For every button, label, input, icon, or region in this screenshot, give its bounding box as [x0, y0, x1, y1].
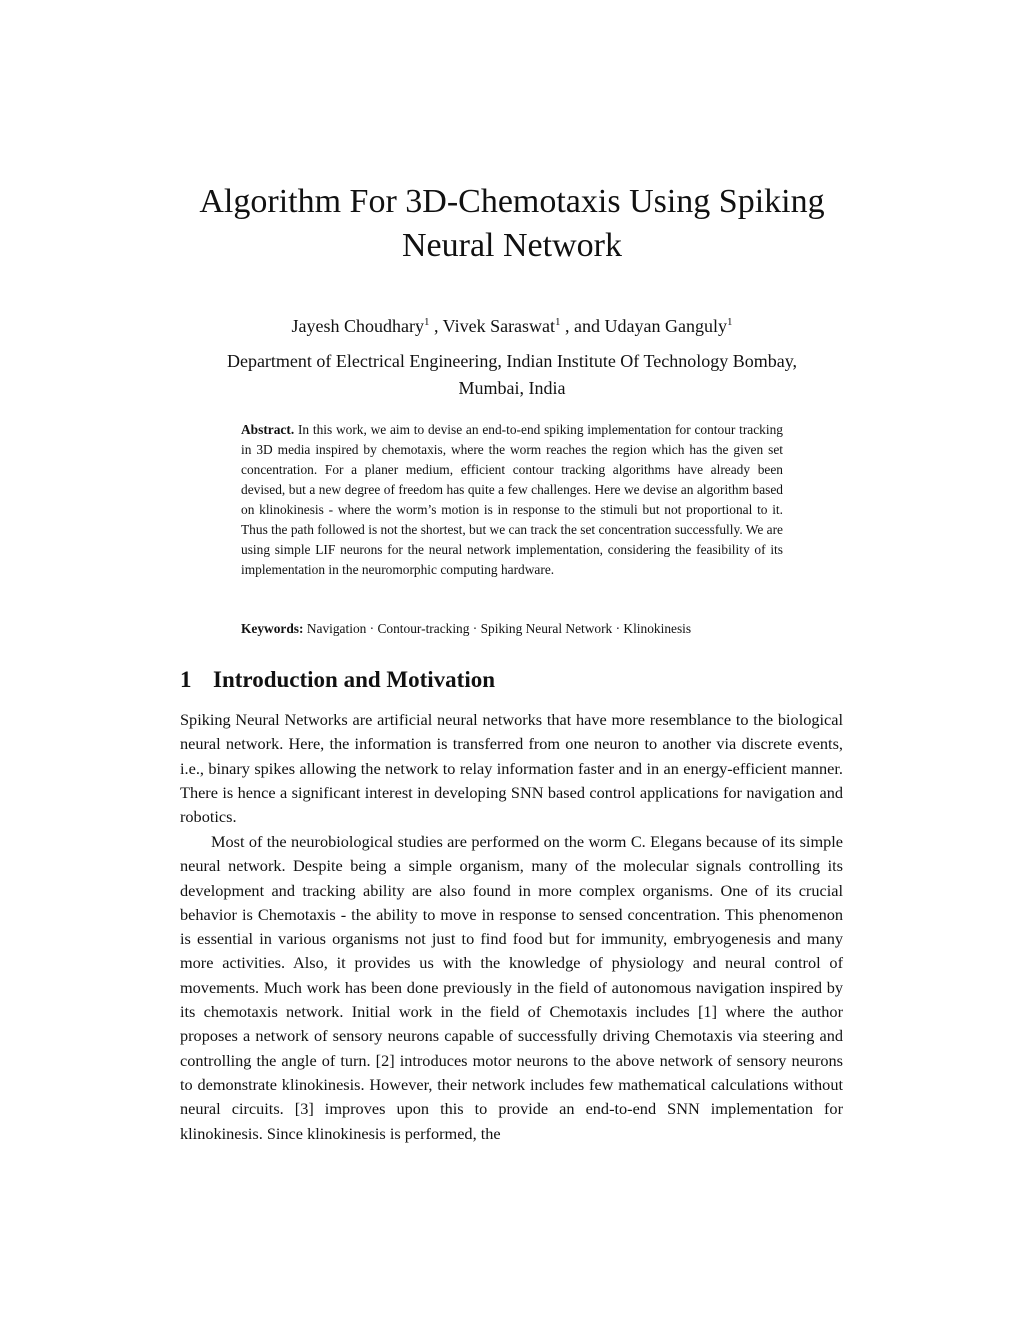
abstract — [241, 420, 783, 580]
affiliation-marker: 1 — [727, 316, 733, 328]
author-name: Vivek Saraswat — [442, 316, 556, 336]
affiliation — [150, 348, 874, 402]
title-line: Neural Network — [402, 227, 622, 264]
title-line: Algorithm For 3D-Chemotaxis Using Spiking — [199, 183, 825, 220]
abstract-text: In this work, we aim to devise an end-to-end spiking implementation for contour tracking in 3D media inspired by chemotaxis, where the worm reaches the region which has the given set concentration. For a planer medium, efficient contour tracking algorithms have already been devised, but a new degree of freedom has quite a few challenges. Here we devise an algorithm based on klinokinesis - where the worm’s motion is in response to the stimuli but not proportional to it. Thus the path followed is not the shortest, but we can track the set concentration successfully. We are using simple LIF neurons for the neural network implementation, considering the feasibility of its implementation in the neuromorphic computing hardware. — [241, 422, 783, 577]
section-title: Introduction and Motivation — [213, 667, 496, 692]
author-separator: , — [429, 316, 443, 336]
keywords — [241, 619, 783, 639]
affiliation-marker: 1 — [423, 316, 430, 328]
author-name: Udayan Ganguly — [604, 316, 728, 336]
author-list — [150, 312, 874, 340]
body-paragraph: Spiking Neural Networks are artificial neural networks that have more resemblance to the biological neural network. Here, the information is transferred from one neuron to another via discrete events, i.e., binary spikes allowing the network to relay information faster and in an energy-efficient manner. There is hence a significant interest in developing SNN based control applications for navigation and robotics. — [180, 710, 843, 827]
keywords-label: Keywords: — [241, 621, 304, 636]
author-name: Jayesh Choudhary — [291, 316, 424, 336]
paper-title — [150, 180, 874, 268]
abstract-label: Abstract. — [241, 422, 295, 437]
affiliation-line: Mumbai, India — [458, 378, 566, 398]
keywords-text: Navigation · Contour-tracking · Spiking Neural Network · Klinokinesis — [303, 621, 692, 636]
section-number: 1 — [180, 667, 192, 692]
section-heading — [180, 664, 495, 696]
body-paragraph: Most of the neurobiological studies are performed on the worm C. Elegans because of its simple neural network. Despite being a simple organism, many of the molecular signals controlling its development and tracking ability are also found in more complex organisms. One of its crucial behavior is Chemotaxis - the ability to move in response to sensed concentration. This phenomenon is essential in various organisms not just to find food but for immunity, embryogenesis and many more activities. Also, it provides us with the knowledge of physiology and neural control of movements. Much work has been done previously in the field of autonomous navigation inspired by its chemotaxis network. Initial work in the field of Chemotaxis includes [1] where the author proposes a network of sensory neurons capable of successfully driving Chemotaxis via steering and controlling the angle of turn. [2] introduces motor neurons to the above network of sensory neurons to demonstrate klinokinesis. However, their network includes few mathematical calculations without neural circuits. [3] improves upon this to provide an end-to-end SNN implementation for klinokinesis. Since klinokinesis is performed, the — [180, 832, 843, 1143]
affiliation-line: Department of Electrical Engineering, Indian Institute Of Technology Bombay, — [226, 351, 798, 371]
affiliation-marker: 1 — [555, 316, 561, 328]
author-separator: , and — [560, 316, 605, 336]
